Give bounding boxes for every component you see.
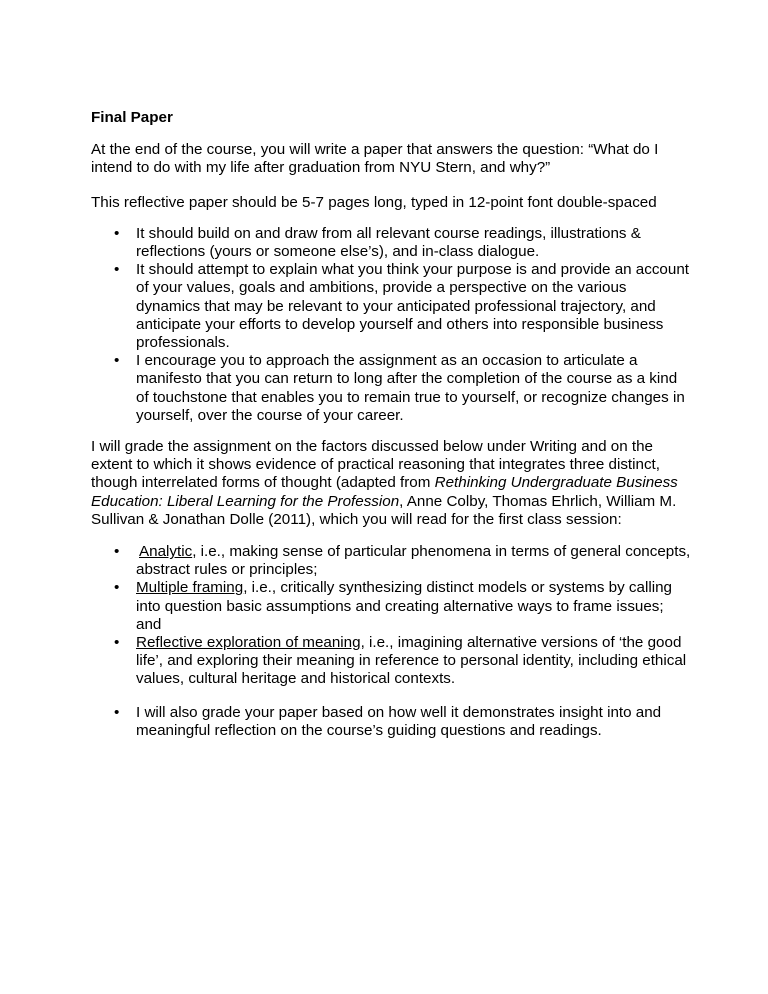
bullet-icon: • [114,543,120,561]
list-item [91,261,691,352]
final-list [91,704,691,740]
list-item [91,634,691,689]
list-item [91,579,691,634]
spacer [91,689,691,704]
list-item-text: , i.e., critically synthesizing distinct models or systems by calling into question basic assumptions and creating alternative ways to frame issues; and [136,579,672,633]
bullet-icon: • [114,579,120,597]
term-multiple-framing: Multiple framing [136,579,244,597]
grading-text-end: , Anne Colby, Thomas Ehrlich, William M. Sullivan & Jonathan Dolle (2011), which you will read for the first class session: [91,492,677,528]
bullet-icon: • [114,703,120,721]
thought-forms-list [91,543,691,689]
bullet-icon: • [114,261,120,279]
grading-text-start: I will grade the assignment on the factors discussed below under Writing and on the extent to which it shows evidence of practical reasoning that integrates three distinct, though interrelated forms of thought (adapted from [91,438,660,492]
list-item-text: It should build on and draw from all relevant course readings, illustrations & reflections (yours or someone else’s), and in-class dialogue. [136,224,641,261]
bullet-icon: • [114,634,120,652]
list-item-text: I will also grade your paper based on how well it demonstrates insight into and meaningful reflection on the course’s guiding questions and readings. [136,703,662,739]
grading-paragraph [91,438,691,529]
list-item-text: It should attempt to explain what you think your purpose is and provide an account of your values, goals and ambitions, provide a perspective on the various dynamics that may be relevant to your anticipated professional trajectory, and anticipate your efforts to develop yourself and others into responsible business professionals. [136,261,689,352]
bullet-icon: • [114,224,120,242]
intro-paragraph: At the end of the course, you will write a paper that answers the question: “What do I intend to do with my life after graduation from NYU Stern, and why?” [91,141,659,177]
term-analytic: Analytic [139,543,193,561]
list-item-text: , i.e., imagining alternative versions of ‘the good life’, and exploring their meaning in reference to personal identity, including ethical values, cultural heritage and historical contexts. [136,634,687,688]
book-title: Rethinking Undergraduate Business Education: Liberal Learning for the Profession [91,474,678,510]
bullet-icon: • [114,352,120,370]
term-reflective-exploration: Reflective exploration of meaning [136,634,361,652]
requirements-list [91,225,691,425]
document-page [91,109,691,753]
length-paragraph: This reflective paper should be 5-7 pages long, typed in 12-point font double-spaced [91,193,657,211]
list-item-text: , i.e., making sense of particular phenomena in terms of general concepts, abstract rules or principles; [136,543,691,579]
page-title: Final Paper [91,109,173,126]
list-item [91,352,691,425]
list-item-text: I encourage you to approach the assignment as an occasion to articulate a manifesto that you can return to long after the completion of the course as a kind of touchstone that enables you to remain true to yourself, or recognize changes in yourself, over the course of your career. [136,352,685,424]
list-item [91,704,691,740]
list-item [91,225,691,261]
list-item [91,543,691,579]
